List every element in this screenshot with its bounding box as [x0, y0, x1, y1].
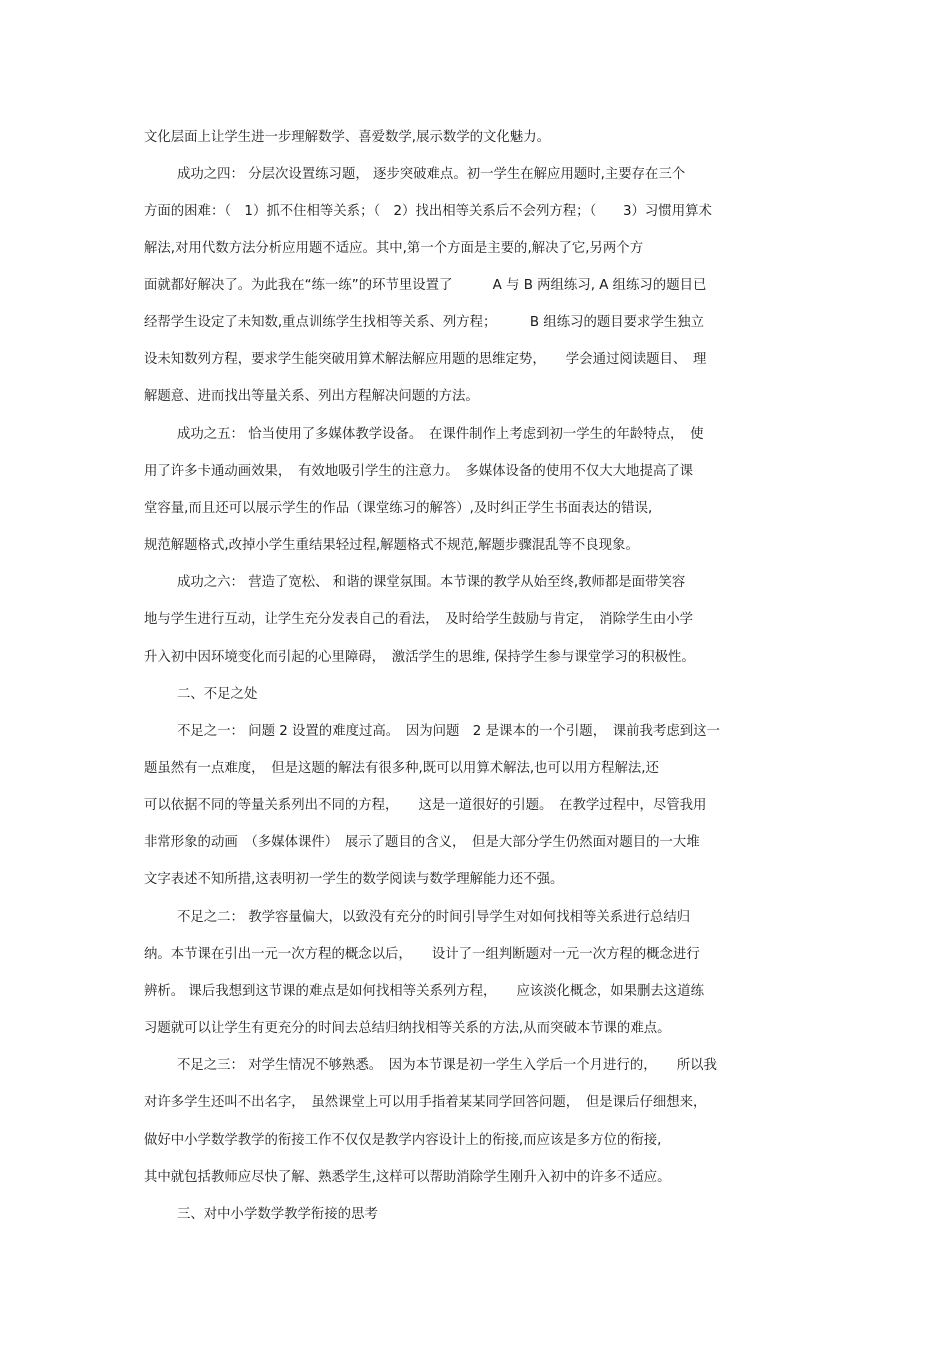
text-line: 规范解题格式,改掉小学生重结果轻过程,解题格式不规范,解题步骤混乱等不良现象。	[144, 538, 639, 553]
text-line: 可以依据不同的等量关系列出不同的方程， 这是一道很好的引题。 在教学过程中，尽管我用	[144, 798, 707, 813]
text-line: 解法,对用代数方法分析应用题不适应。其中,第一个方面是主要的,解决了它,另两个方	[144, 241, 644, 256]
text-line: 做好中小学数学教学的衔接工作不仅仅是教学内容设计上的衔接,而应该是多方位的衔接,	[144, 1133, 662, 1148]
paragraph-shortcoming-1: 不足之一： 问题 2 设置的难度过高。 因为问题 2 是课本的一个引题， 课前我考虑到这一	[177, 724, 720, 739]
text-line: 经帮学生设定了未知数,重点训练学生找相等关系、列方程； B 组练习的题目要求学生独立	[144, 315, 705, 330]
text-line: 堂容量,而且还可以展示学生的作品（课堂练习的解答）,及时纠正学生书面表达的错误,	[144, 501, 653, 516]
text-line: 方面的困难：（ 1）抓不住相等关系；（ 2）找出相等关系后不会列方程；（ 3）习惯用算术	[144, 204, 712, 219]
paragraph-success-6: 成功之六： 营造了宽松、 和谐的课堂氛围。本节课的教学从始至终,教师都是面带笑容	[177, 575, 686, 590]
text-line: 对许多学生还叫不出名字， 虽然课堂上可以用手指着某某同学回答问题， 但是课后仔细想来，	[144, 1095, 707, 1110]
paragraph-success-5: 成功之五： 恰当使用了多媒体教学设备。 在课件制作上考虑到初一学生的年龄特点， 使	[177, 427, 704, 442]
text-line: 文字表述不知所措,这表明初一学生的数学阅读与数学理解能力还不强。	[144, 872, 564, 887]
paragraph-success-4: 成功之四： 分层次设置练习题， 逐步突破难点。初一学生在解应用题时,主要存在三个	[177, 167, 686, 182]
text-line: 辨析。 课后我想到这节课的难点是如何找相等关系列方程， 应该淡化概念，如果删去这道练	[144, 984, 704, 999]
text-line: 面就都好解决了。为此我在“练一练”的环节里设置了 A 与 B 两组练习, A 组练习的题目已	[144, 278, 707, 293]
text-line: 非常形象的动画 （多媒体课件） 展示了题目的含义， 但是大部分学生仍然面对题目的一大堆	[144, 835, 700, 850]
section-heading-reflection: 三、对中小学数学教学衔接的思考	[177, 1207, 378, 1222]
text-line: 地与学生进行互动，让学生充分发表自己的看法， 及时给学生鼓励与肯定， 消除学生由小学	[144, 612, 694, 627]
section-heading-shortcomings: 二、不足之处	[177, 687, 258, 702]
text-line: 其中就包括教师应尽快了解、熟悉学生,这样可以帮助消除学生刚升入初中的许多不适应。	[144, 1170, 671, 1185]
text-line: 习题就可以让学生有更充分的时间去总结归纳找相等关系的方法,从而突破本节课的难点。	[144, 1021, 671, 1036]
paragraph-shortcoming-3: 不足之三： 对学生情况不够熟悉。 因为本节课是初一学生入学后一个月进行的， 所以我	[177, 1058, 717, 1073]
text-line: 题虽然有一点难度， 但是这题的解法有很多种,既可以用算术解法,也可以用方程解法,还	[144, 761, 659, 776]
text-line: 升入初中因环境变化而引起的心里障碍， 激活学生的思维, 保持学生参与课堂学习的积极性。	[144, 650, 695, 665]
paragraph-shortcoming-2: 不足之二： 教学容量偏大，以致没有充分的时间引导学生对如何找相等关系进行总结归	[177, 910, 691, 925]
text-line: 设未知数列方程，要求学生能突破用算术解法解应用题的思维定势， 学会通过阅读题目、 理	[144, 352, 707, 367]
text-line: 文化层面上让学生进一步理解数学、喜爱数学,展示数学的文化魅力。	[144, 130, 550, 145]
text-line: 纳。本节课在引出一元一次方程的概念以后， 设计了一组判断题对一元一次方程的概念进行	[144, 947, 700, 962]
text-line: 用了许多卡通动画效果， 有效地吸引学生的注意力。 多媒体设备的使用不仅大大地提高了课	[144, 464, 694, 479]
text-line: 解题意、进而找出等量关系、列出方程解决问题的方法。	[144, 389, 479, 404]
